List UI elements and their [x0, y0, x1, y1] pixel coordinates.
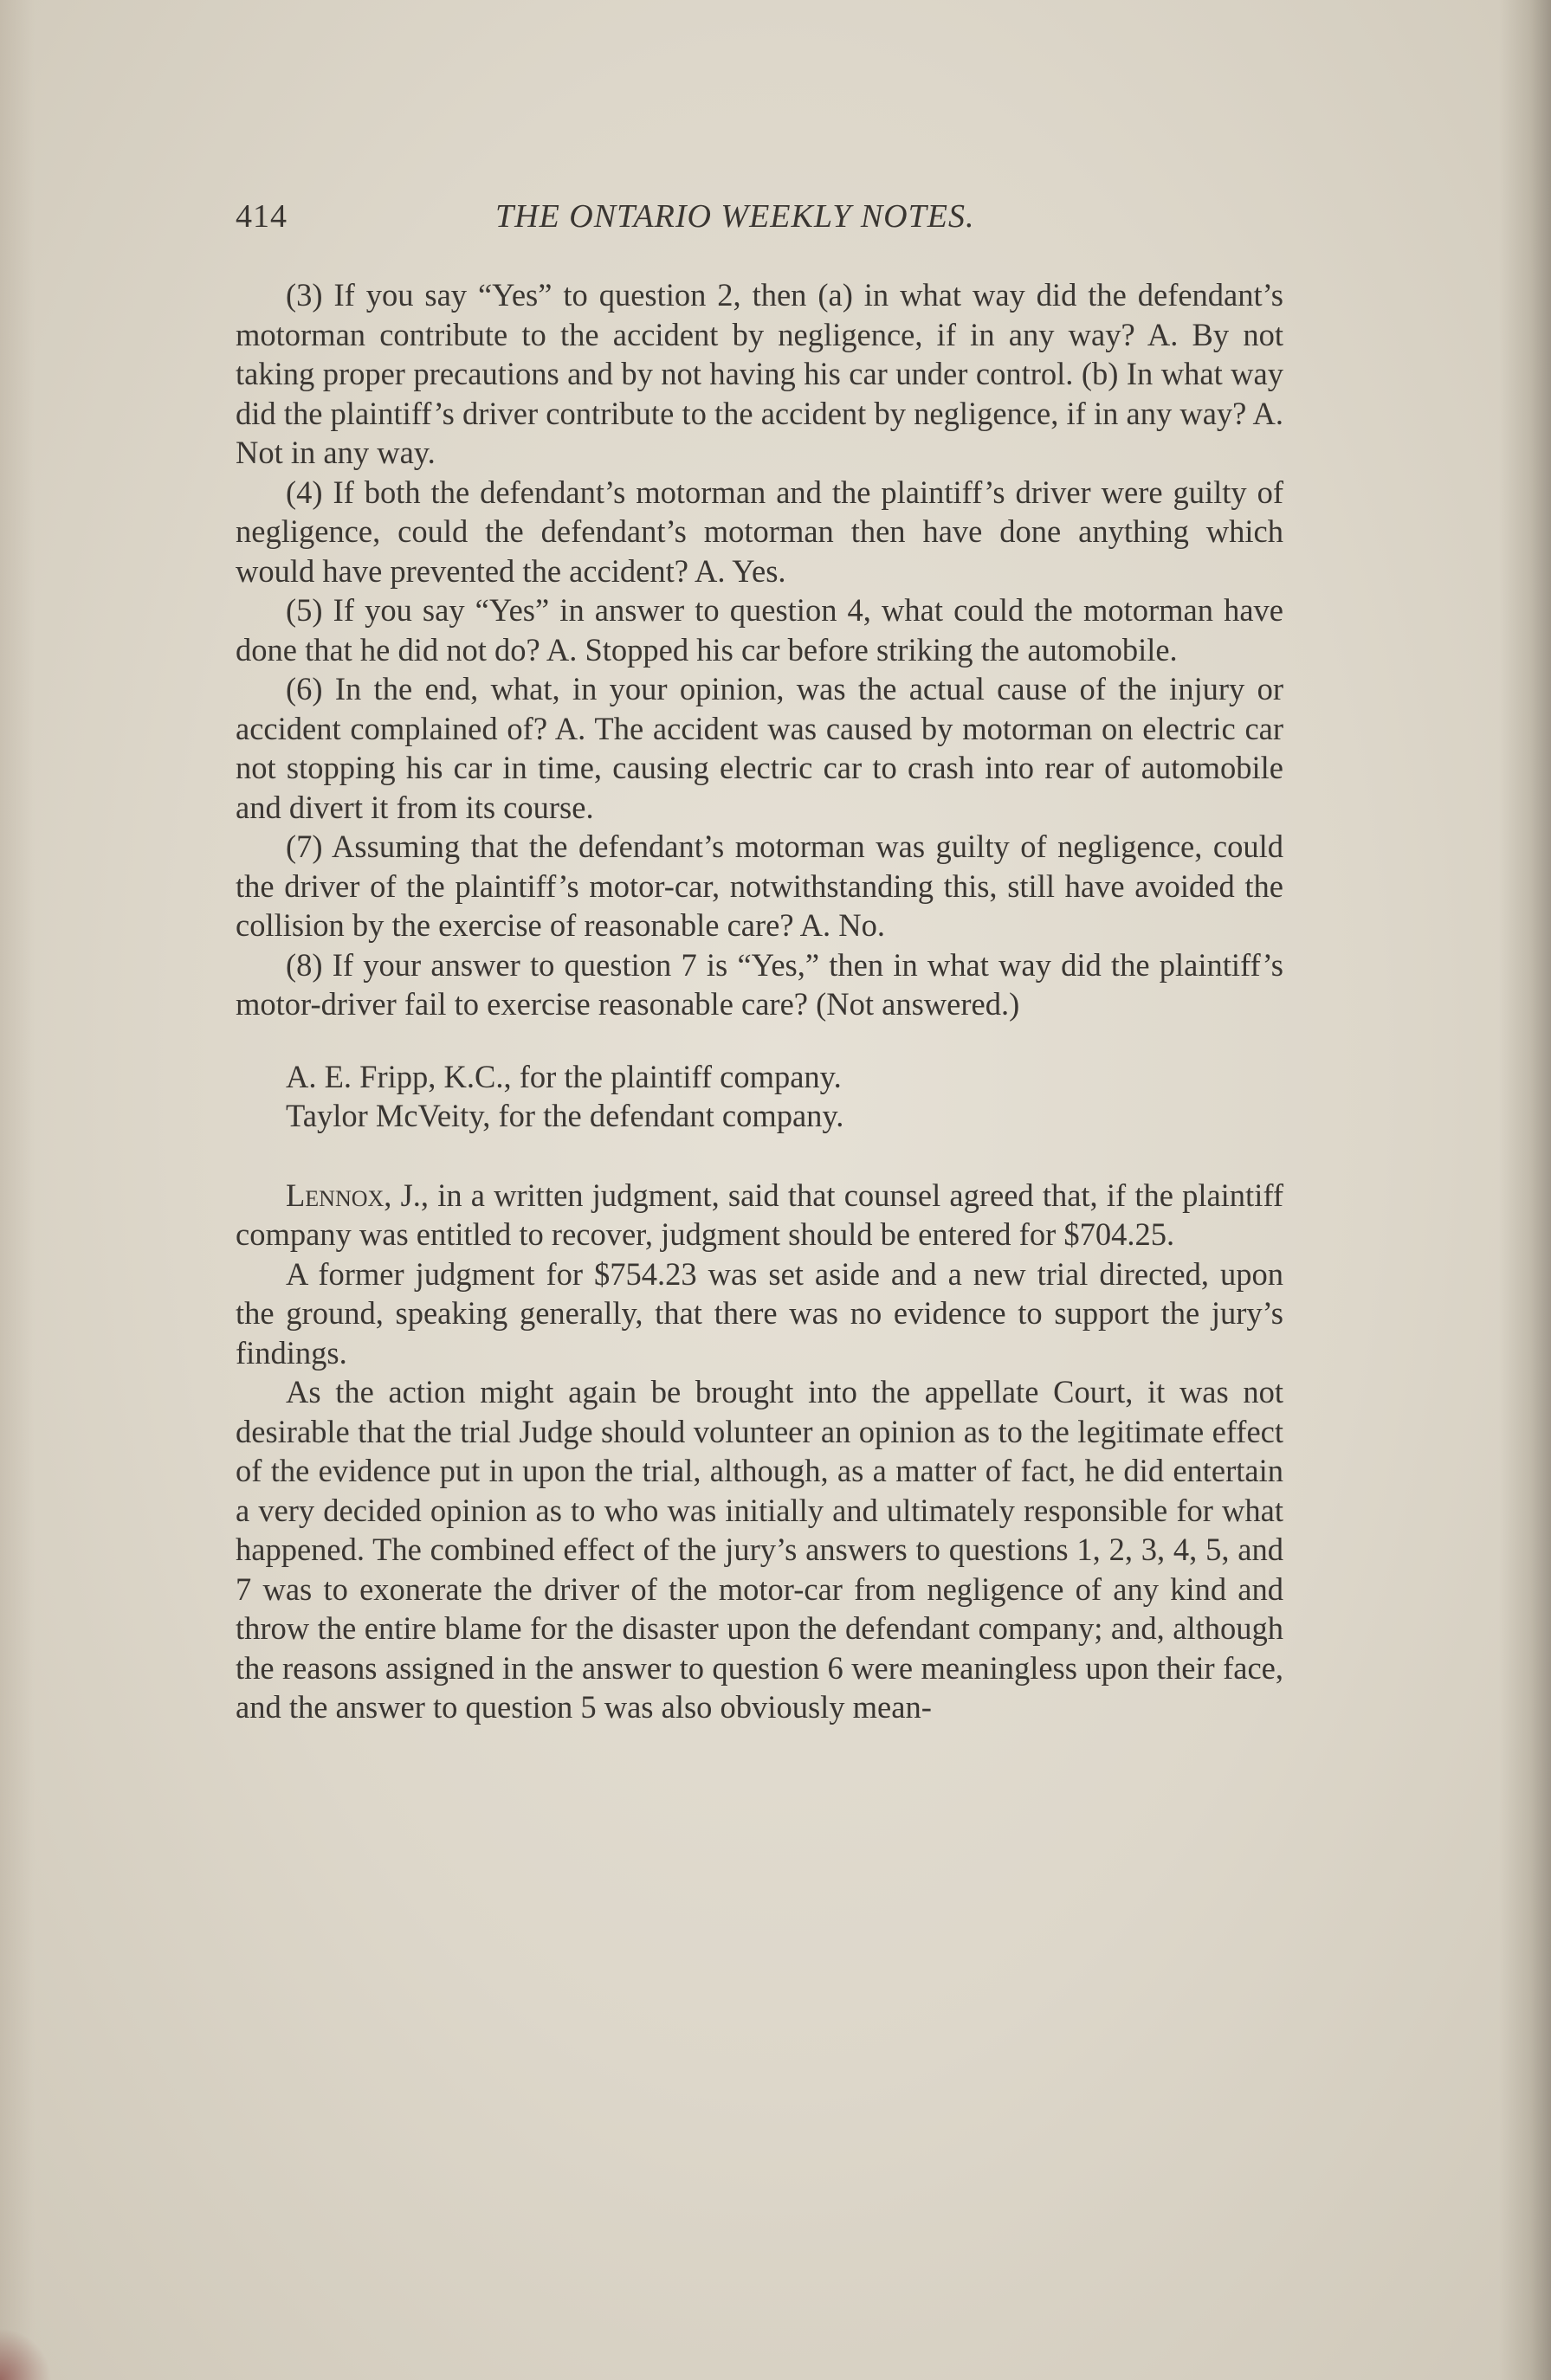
- defendant-counsel: Taylor McVeity, for the defendant company.: [286, 1098, 844, 1133]
- page-number: 414: [236, 198, 288, 235]
- question-4-paragraph: (4) If both the defendant’s motorman and the plaintiff’s driver were guilty of negligence, could the defendant’s motorman then have done anything which would have prevented the accident? A. Yes.: [236, 474, 1283, 589]
- judgment-paragraph-2: A former judgment for $754.23 was set aside and a new trial directed, upon the ground, speaking generally, that there was no evidence to support the jury’s findings.: [236, 1255, 1283, 1371]
- page-left-shadow: [0, 0, 35, 2380]
- judge-name: Lennox: [286, 1177, 385, 1213]
- judgment-paragraph-1-text: , J., in a written judgment, said that counsel agreed that, if the plaintiff company was entitled to recover, judgment should be entered for $704.25.: [236, 1177, 1283, 1252]
- corner-stain: [0, 2328, 52, 2380]
- plaintiff-counsel: A. E. Fripp, K.C., for the plaintiff company.: [286, 1058, 842, 1094]
- page-header: [236, 197, 1283, 249]
- page-binding-shadow: [1499, 0, 1551, 2380]
- question-3-paragraph: (3) If you say “Yes” to question 2, then (a) in what way did the defendant’s motorman contribute to the accident by negligence, if in any way? A. By not taking proper precautions and by not having his car under control. (b) In what way did the plaintiff’s driver contribute to the accident by negligence, if in any way? A. Not in any way.: [236, 277, 1283, 470]
- counsel-block: [236, 1057, 1283, 1136]
- question-6-paragraph: (6) In the end, what, in your opinion, was the actual cause of the injury or accident complained of? A. The accident was caused by motorman on electric car not stopping his car in time, causing electric car to crash into rear of automobile and divert it from its course.: [236, 671, 1283, 825]
- running-title: THE ONTARIO WEEKLY NOTES.: [495, 198, 975, 235]
- judgment-paragraph-3: As the action might again be brought into the appellate Court, it was not desirable that the trial Judge should volunteer an opinion as to the legitimate effect of the evidence put in upon the trial, although, as a matter of fact, he did entertain a very decided opinion as to who was initially and ultimately responsible for what happened. The combined effect of the jury’s answers to questions 1, 2, 3, 4, 5, and 7 was to exonerate the driver of the motor-car from negligence of any kind and throw the entire blame for the disaster upon the defendant company; and, although the reasons assigned in the answer to question 6 were meaningless upon their face, and the answer to question 5 was also obviously mean-: [236, 1374, 1283, 1725]
- question-5-paragraph: (5) If you say “Yes” in answer to question 4, what could the motorman have done that he did not do? A. Stopped his car before striking the automobile.: [236, 592, 1283, 668]
- body-text: [236, 275, 1283, 1727]
- question-7-paragraph: (7) Assuming that the defendant’s motorman was guilty of negligence, could the driver of the plaintiff’s motor-car, notwithstanding this, still have avoided the collision by the exercise of reasonable care? A. No.: [236, 829, 1283, 943]
- question-8-paragraph: (8) If your answer to question 7 is “Yes,” then in what way did the plaintiff’s motor-driver fail to exercise reasonable care? (Not answered.): [236, 946, 1283, 1022]
- judgment-paragraph-1: [236, 1176, 1283, 1254]
